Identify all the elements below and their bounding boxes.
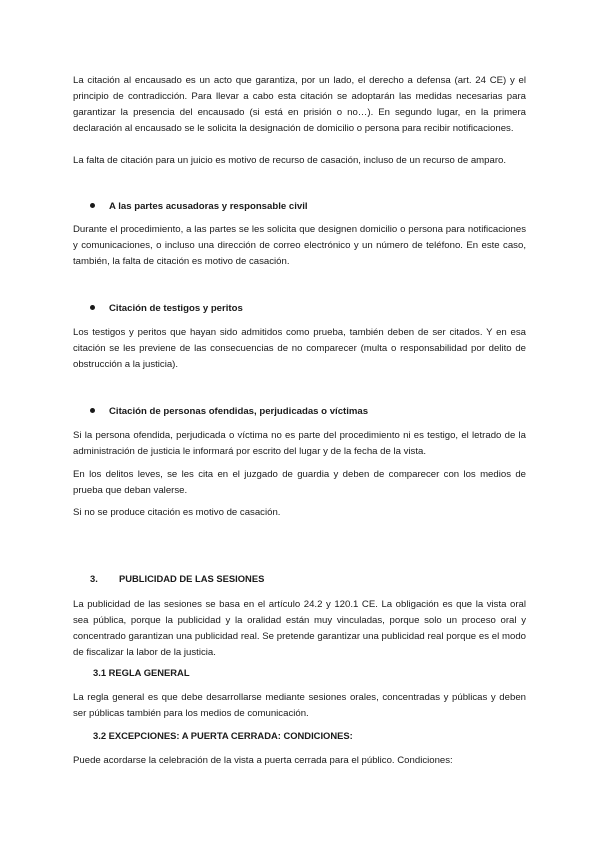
paragraph-regla-general: La regla general es que debe desarrollarse mediante sesiones orales, concentradas y públicas y deben ser públicas también para los medios de comunicación.: [73, 692, 526, 719]
bullet-dot-icon: [90, 408, 95, 413]
bullet-testigos-peritos: [90, 301, 243, 317]
section-title: PUBLICIDAD DE LAS SESIONES: [119, 573, 265, 584]
bullet-dot-icon: [90, 203, 95, 208]
paragraph-persona-ofendida: Si la persona ofendida, perjudicada o víctima no es parte del procedimiento ni es testigo, el letrado de la administración de justicia le informará por escrito del lugar y de la fecha de la vista.: [73, 430, 526, 457]
paragraph-testigos-peritos: Los testigos y peritos que hayan sido admitidos como prueba, también deben de ser citados. Y en esa citación se les previene de las consecuencias de no comparecer (multa o responsabilidad por delito de obstrucción a la justicia).: [73, 327, 526, 370]
paragraph-citacion-encausado: La citación al encausado es un acto que garantiza, por un lado, el derecho a defensa (art. 24 CE) y el principio de contradicción. Para llevar a cabo esta citación se adoptarán las medidas necesarias para garantizar la presencia del encausado (si está en prisión o no…). En segundo lugar, en la primera declaración al encausado se le solicita la designación de domicilio o persona para recibir notificaciones.: [73, 75, 526, 134]
paragraph-falta-citacion: La falta de citación para un juicio es motivo de recurso de casación, incluso de un recurso de amparo.: [73, 155, 507, 166]
bullet-personas-ofendidas: [90, 404, 368, 420]
bullet-label: Citación de personas ofendidas, perjudicadas o víctimas: [109, 406, 369, 417]
section-number: 3.: [90, 573, 98, 584]
paragraph-puerta-cerrada: Puede acordarse la celebración de la vista a puerta cerrada para el público. Condiciones:: [73, 755, 453, 766]
bullet-label: A las partes acusadoras y responsable civil: [109, 201, 308, 212]
paragraph-sin-citacion: Si no se produce citación es motivo de casación.: [73, 507, 281, 518]
subheading-excepciones: 3.2 EXCEPCIONES: A PUERTA CERRADA: CONDICIONES:: [93, 730, 353, 741]
subheading-regla-general: 3.1 REGLA GENERAL: [93, 667, 190, 678]
paragraph-delitos-leves: En los delitos leves, se les cita en el juzgado de guardia y deben de comparecer con los medios de prueba que deban valerse.: [73, 469, 526, 496]
section-heading-publicidad: [90, 571, 264, 587]
bullet-partes-acusadoras: [90, 199, 308, 215]
bullet-dot-icon: [90, 305, 95, 310]
paragraph-publicidad-sesiones: La publicidad de las sesiones se basa en el artículo 24.2 y 120.1 CE. La obligación es que la vista oral sea pública, porque la publicidad y la oralidad están muy vinculadas, porque solo un proceso oral y concentrado garantizan una publicidad real. Se pretende garantizar una publicidad real porque es el modo de fiscalizar la labor de la justicia.: [73, 599, 526, 658]
bullet-label: Citación de testigos y peritos: [109, 303, 243, 314]
paragraph-partes-procedimiento: Durante el procedimiento, a las partes se les solicita que designen domicilio o persona para notificaciones y comunicaciones, o incluso una dirección de correo electrónico y un número de teléfono. En este caso, también, la falta de citación es motivo de casación.: [73, 224, 526, 267]
